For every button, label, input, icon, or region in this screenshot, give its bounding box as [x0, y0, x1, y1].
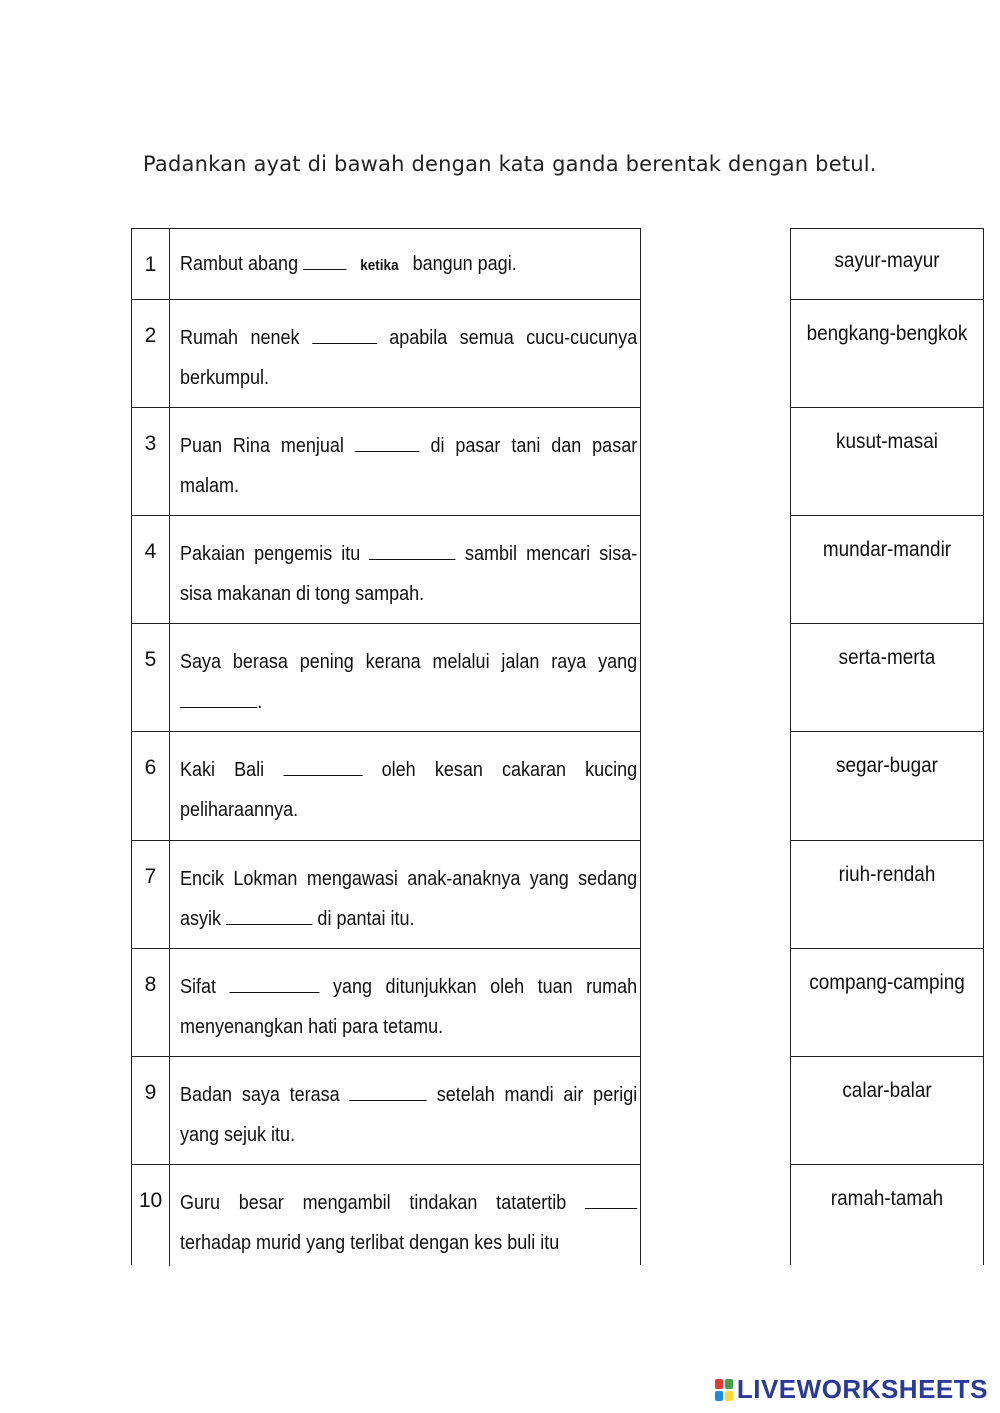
sentence-text: Badan saya terasa [180, 1084, 340, 1106]
sentence-text: sambil mencari sisa-sisa makanan di tong sampah. [180, 543, 638, 605]
sentence-text: Pakaian pengemis itu [180, 543, 361, 565]
question-sentence [180, 750, 637, 830]
question-sentence [180, 244, 637, 286]
answer-blank[interactable] [312, 325, 377, 344]
question-row [132, 624, 640, 732]
answer-blank[interactable] [355, 433, 420, 452]
answer-option[interactable] [791, 1165, 983, 1266]
answer-option[interactable] [791, 732, 983, 841]
question-sentence [180, 967, 637, 1047]
question-number: 2 [132, 300, 170, 407]
question-sentence [180, 534, 637, 614]
question-row [132, 229, 640, 300]
instruction-text: Padankan ayat di bawah dengan kata ganda berentak dengan betul. [143, 152, 877, 176]
question-row [132, 841, 640, 949]
answer-label: riuh-rendah [838, 863, 936, 886]
question-number: 6 [132, 732, 170, 840]
question-number: 4 [132, 516, 170, 623]
answer-option[interactable] [791, 229, 983, 300]
answer-label: calar-balar [842, 1079, 932, 1102]
answer-blank[interactable] [350, 1082, 427, 1101]
sentence-text: di pantai itu. [317, 908, 415, 930]
answer-option[interactable] [791, 408, 983, 516]
answer-blank[interactable] [230, 974, 320, 993]
answer-blank[interactable] [303, 251, 346, 270]
sentence-text: di pasar tani dan pasar malam. [180, 435, 638, 497]
question-table [131, 228, 641, 1265]
question-sentence [180, 1183, 637, 1263]
answer-blank[interactable] [180, 689, 257, 708]
answer-label: kusut-masai [836, 430, 938, 453]
answer-blank[interactable] [369, 541, 455, 560]
question-number: 8 [132, 949, 170, 1056]
question-sentence [180, 318, 637, 398]
answer-label: ramah-tamah [830, 1187, 944, 1210]
question-row [132, 732, 640, 841]
question-number: 1 [132, 229, 170, 299]
liveworksheets-logo-icon [715, 1379, 733, 1401]
question-row [132, 949, 640, 1057]
liveworksheets-brand [715, 1374, 988, 1405]
sentence-text: Saya berasa pening kerana melalui jalan raya yang [180, 651, 638, 673]
answer-label: serta-merta [838, 646, 936, 669]
question-row [132, 1057, 640, 1165]
sentence-text: terhadap murid yang terlibat dengan kes buli itu [180, 1232, 560, 1254]
answer-blank[interactable] [283, 757, 362, 776]
question-row [132, 516, 640, 624]
sentence-text: Puan Rina menjual [180, 435, 344, 457]
question-sentence [180, 1075, 637, 1155]
brand-text: LIVEWORKSHEETS [736, 1374, 988, 1404]
question-number: 7 [132, 841, 170, 948]
question-row [132, 300, 640, 408]
answer-option[interactable] [791, 624, 983, 732]
question-number: 3 [132, 408, 170, 515]
answer-option[interactable] [791, 1057, 983, 1165]
sentence-text: . [257, 691, 263, 713]
sentence-text: setelah mandi air perigi yang sejuk itu. [180, 1084, 638, 1146]
sentence-text: Sifat [180, 976, 217, 998]
answer-option[interactable] [791, 516, 983, 624]
question-sentence [180, 642, 637, 722]
answer-option[interactable] [791, 949, 983, 1057]
sentence-text: Kaki Bali [180, 759, 265, 781]
question-row [132, 1165, 640, 1266]
sentence-text: Guru besar mengambil tindakan tatatertib [180, 1192, 567, 1214]
answer-blank[interactable] [585, 1190, 637, 1209]
sentence-text: apabila semua cucu-cucunya berkumpul. [180, 327, 638, 389]
answer-label: compang-camping [809, 971, 965, 994]
answer-table [790, 228, 984, 1265]
answer-option[interactable] [791, 300, 983, 408]
answer-label: segar-bugar [836, 754, 938, 777]
answer-label: mundar-mandir [822, 538, 952, 561]
answer-label: sayur-mayur [834, 249, 940, 272]
sentence-text: Encik Lokman mengawasi anak-anaknya yang sedang asyik [180, 868, 638, 930]
answer-blank[interactable] [226, 906, 312, 925]
sentence-text: oleh kesan cakaran kucing peliharaannya. [180, 759, 638, 821]
answer-label: bengkang-bengkok [806, 322, 968, 345]
sentence-text: yang ditunjukkan oleh tuan rumah menyenangkan hati para tetamu. [180, 976, 638, 1038]
question-row [132, 408, 640, 516]
filled-answer: ketika [360, 257, 399, 274]
question-sentence [180, 426, 637, 506]
sentence-text: Rambut abang [180, 253, 299, 275]
answer-option[interactable] [791, 841, 983, 949]
sentence-text: Rumah nenek [180, 327, 300, 349]
sentence-text: bangun pagi. [412, 253, 517, 275]
question-number: 10 [132, 1165, 170, 1266]
question-number: 5 [132, 624, 170, 731]
question-number: 9 [132, 1057, 170, 1164]
question-sentence [180, 859, 637, 939]
